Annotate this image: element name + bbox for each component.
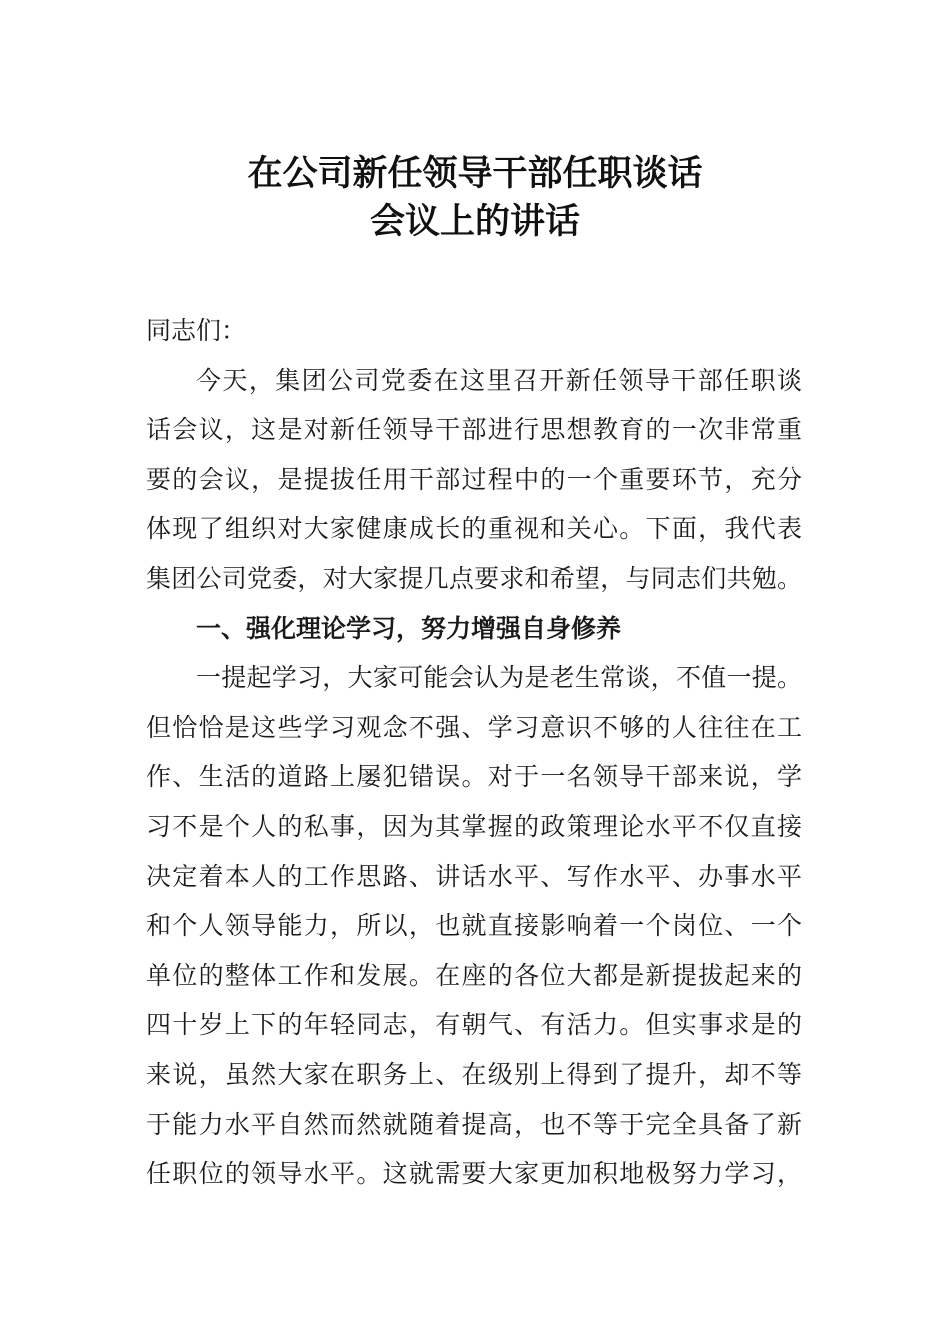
- paragraph-2-line: 来说，虽然大家在职务上、在级别上得到了提升，却不等: [146, 1059, 802, 1089]
- paragraph-1-line: 话会议，这是对新任领导干部进行思想教育的一次非常重: [146, 415, 802, 445]
- document-title-line-1: 在公司新任领导干部任职谈话: [247, 153, 703, 194]
- paragraph-1-line: 集团公司党委，对大家提几点要求和希望，与同志们共勉。: [146, 563, 802, 593]
- paragraph-2-line: 四十岁上下的年轻同志，有朝气、有活力。但实事求是的: [146, 1010, 802, 1040]
- paragraph-2-line: 于能力水平自然而然就随着提高，也不等于完全具备了新: [146, 1109, 802, 1139]
- paragraph-1-line: 今天，集团公司党委在这里召开新任领导干部任职谈: [196, 365, 802, 395]
- paragraph-2-line: 习不是个人的私事，因为其掌握的政策理论水平不仅直接: [146, 811, 802, 841]
- paragraph-2-line: 和个人领导能力，所以，也就直接影响着一个岗位、一个: [146, 911, 802, 941]
- paragraph-1-line: 体现了组织对大家健康成长的重视和关心。下面，我代表: [146, 514, 802, 544]
- document-body: [146, 306, 836, 1199]
- section-heading: 一、强化理论学习，努力增强自身修养: [196, 613, 622, 643]
- paragraph-1-line: 要的会议，是提拔任用干部过程中的一个重要环节，充分: [146, 464, 802, 494]
- paragraph-2-line: 单位的整体工作和发展。在座的各位大都是新提拔起来的: [146, 960, 802, 990]
- paragraph-2-line: 决定着本人的工作思路、讲话水平、写作水平、办事水平: [146, 861, 802, 891]
- paragraph-2-line: 一提起学习，大家可能会认为是老生常谈，不值一提。: [196, 663, 802, 693]
- paragraph-2-line: 作、生活的道路上屡犯错误。对于一名领导干部来说，学: [146, 762, 802, 792]
- paragraph-2-line: 任职位的领导水平。这就需要大家更加积地极努力学习，: [146, 1159, 802, 1189]
- document-title-line-2: 会议上的讲话: [369, 201, 580, 242]
- paragraph-2-line: 但恰恰是这些学习观念不强、学习意识不够的人往往在工: [146, 712, 802, 742]
- salutation: 同志们：: [146, 316, 247, 345]
